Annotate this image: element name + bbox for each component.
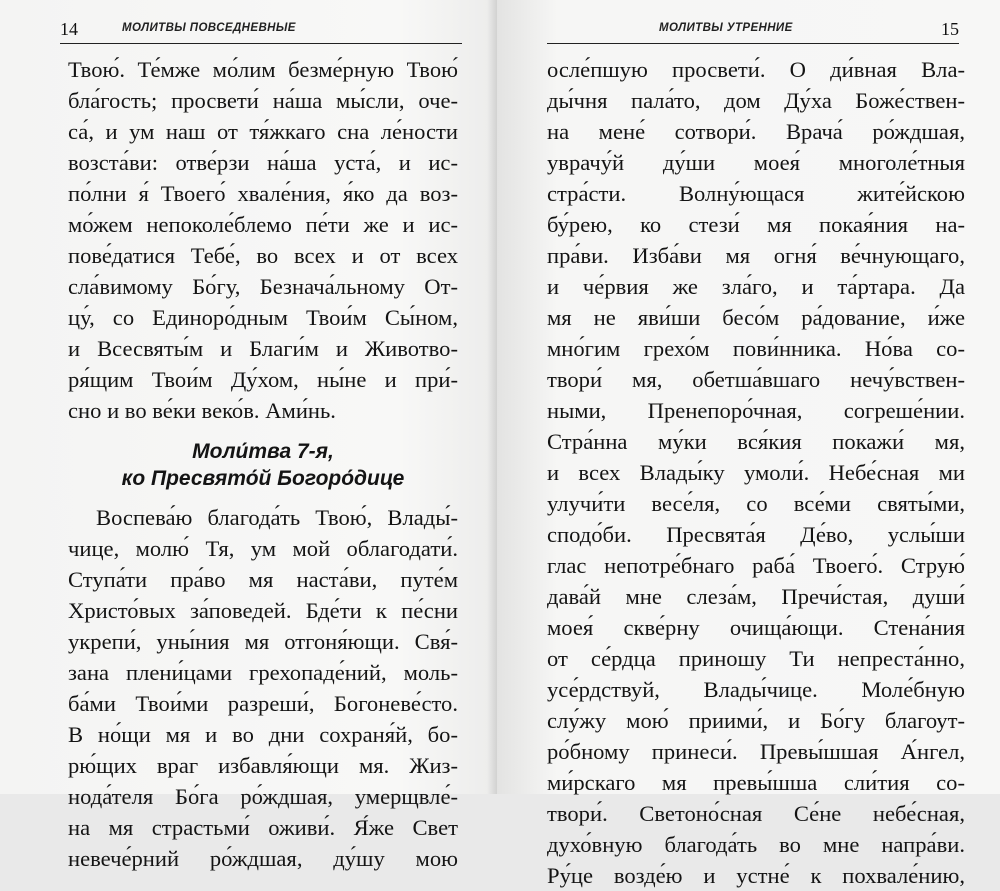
text-line: Ру́це возде́ю и устне́ к похвале́нию, <box>547 863 965 888</box>
right-page-number: 15 <box>941 19 959 39</box>
text-line: мно́гим грехо́м пови́нника. Но́ва со- <box>547 336 965 361</box>
text-line: усе́рдствуй, Влады́чице. Моле́бную <box>547 677 965 702</box>
text-line: В но́щи мя и во дни сохраня́й, бо- <box>68 722 458 747</box>
text-line: Твою́. Те́мже мо́лим безме́рную Твою́ <box>68 57 458 82</box>
right-running-title: МОЛИТВЫ УТРЕННИЕ <box>659 22 793 34</box>
text-line: сно и во ве́ки веко́в. Ами́нь. <box>68 398 336 423</box>
text-line: ными, Пренепоро́чная, согреше́нии. <box>547 398 965 423</box>
right-page-header <box>547 18 959 44</box>
text-line: ря́щим Твои́м Ду́хом, ны́не и при́- <box>68 367 458 392</box>
text-line: уврачу́й ду́ши моея́ многоле́тныя <box>547 150 965 175</box>
text-line: са́, и ум наш от тя́жкаго сна ле́ности <box>68 119 458 144</box>
text-line: и че́рвия же зла́го, и та́ртара. Да <box>547 274 965 299</box>
left-page-number: 14 <box>60 19 78 39</box>
text-line: ба́ми Твои́ми разреши́, Богоневе́сто. <box>68 691 458 716</box>
text-line: мя не яви́ши бесо́м ра́дование, и́же <box>547 305 965 330</box>
text-line: Воспева́ю благода́ть Твою́, Влады́- <box>96 505 458 530</box>
text-line: цу́, со Единоро́дным Твои́м Сы́ном, <box>68 305 458 330</box>
prayer-heading-title: ко Пресвято́й Богоро́дице <box>121 467 405 490</box>
left-page <box>0 0 497 871</box>
text-line: и всех Влады́ку умоли́. Небе́сная ми <box>547 460 965 485</box>
text-line: слу́жу мою́ приими́, и Бо́гу благоут- <box>547 708 965 733</box>
text-line: пра́ви. Изба́ви мя огня́ ве́чнующаго, <box>547 243 965 268</box>
text-line: невече́рний ро́ждшая, ду́шу мою <box>68 846 458 871</box>
right-page <box>497 0 1000 888</box>
left-page-text <box>68 54 458 874</box>
text-line: укрепи́, уны́ния мя отгоня́ющи. Свя́- <box>68 629 458 654</box>
text-line: осле́пшую просвети́. О ди́вная Вла- <box>547 57 965 82</box>
text-line: бу́рею, ко стези́ мя покая́ния на- <box>547 212 965 237</box>
left-text-after-heading <box>68 502 458 874</box>
text-line: на мене́ сотвори́. Врача́ ро́ждшая, <box>547 119 965 144</box>
text-line: Ступа́ти пра́во мя наста́ви, путе́м <box>68 567 458 592</box>
text-line: Христо́вых за́поведей. Бде́ти к пе́сни <box>68 598 458 623</box>
text-line: дава́й мне слеза́м, Пречи́стая, души́ <box>547 584 965 609</box>
text-line: улучи́ти весе́ля, со все́ми святы́ми, <box>547 491 965 516</box>
text-line: нода́теля Бо́га ро́ждшая, умерщвле́- <box>68 784 458 809</box>
text-line: стра́сти. Волну́ющася жите́йскою <box>547 181 965 206</box>
text-line: твори́. Светоно́сная Се́не небе́сная, <box>547 801 965 826</box>
text-line: духо́вную благода́ть во мне напра́ви. <box>547 832 965 857</box>
text-line: ми́рскаго мя превы́шша сли́тия со- <box>547 770 965 795</box>
prayer-heading-number: Моли́тва 7-я, <box>192 440 334 463</box>
text-line: ды́чня пала́то, дом Ду́ха Боже́ствен- <box>547 88 965 113</box>
text-line: чице, молю́ Тя, ум мой облагодати́. <box>68 536 458 561</box>
text-line: ро́бному принеси́. Превы́шшая А́нгел, <box>547 739 965 764</box>
text-line: Стра́нна му́ки вся́кия покажи́ мя, <box>547 429 965 454</box>
text-line: на мя страстьми́ оживи́. Я́же Свет <box>68 815 458 840</box>
text-line: зана плени́цами грехопаде́ний, моль- <box>68 660 458 685</box>
text-line: и Всесвяты́м и Благи́м и Животво- <box>68 336 458 361</box>
left-running-title: МОЛИТВЫ ПОВСЕДНЕВНЫЕ <box>122 22 296 34</box>
text-line: мо́жем непоколе́блемо пе́ти же и ис- <box>68 212 458 237</box>
left-text-before-heading <box>68 54 458 426</box>
text-line: моея́ скве́рну очища́ющи. Стена́ния <box>547 615 965 640</box>
text-line: глас непотре́бнаго раба́ Твоего́. Струю́ <box>547 553 965 578</box>
text-line: от се́рдца приношу Ти непреста́нно, <box>547 646 965 671</box>
right-page-text <box>547 54 965 891</box>
text-line: твори́ мя, обетша́вшаго нечу́вствен- <box>547 367 965 392</box>
right-text-lines <box>547 54 965 891</box>
text-line: сла́вимому Бо́гу, Безнача́льному От- <box>68 274 458 299</box>
text-line: сподо́би. Пресвята́я Де́во, услы́ши <box>547 522 965 547</box>
text-line: пове́датися Тебе́, во всех и от всех <box>68 243 458 268</box>
text-line: бла́гость; просвети́ на́ша мы́сли, оче- <box>68 88 458 113</box>
text-line: возста́ви: отве́рзи на́ша уста́, и ис- <box>68 150 458 175</box>
text-line: по́лни я́ Твоего́ хвале́ния, я́ко да воз- <box>68 181 458 206</box>
text-line: рю́щих враг избавля́ющи мя. Жиз- <box>68 753 458 778</box>
left-page-header <box>60 18 462 44</box>
